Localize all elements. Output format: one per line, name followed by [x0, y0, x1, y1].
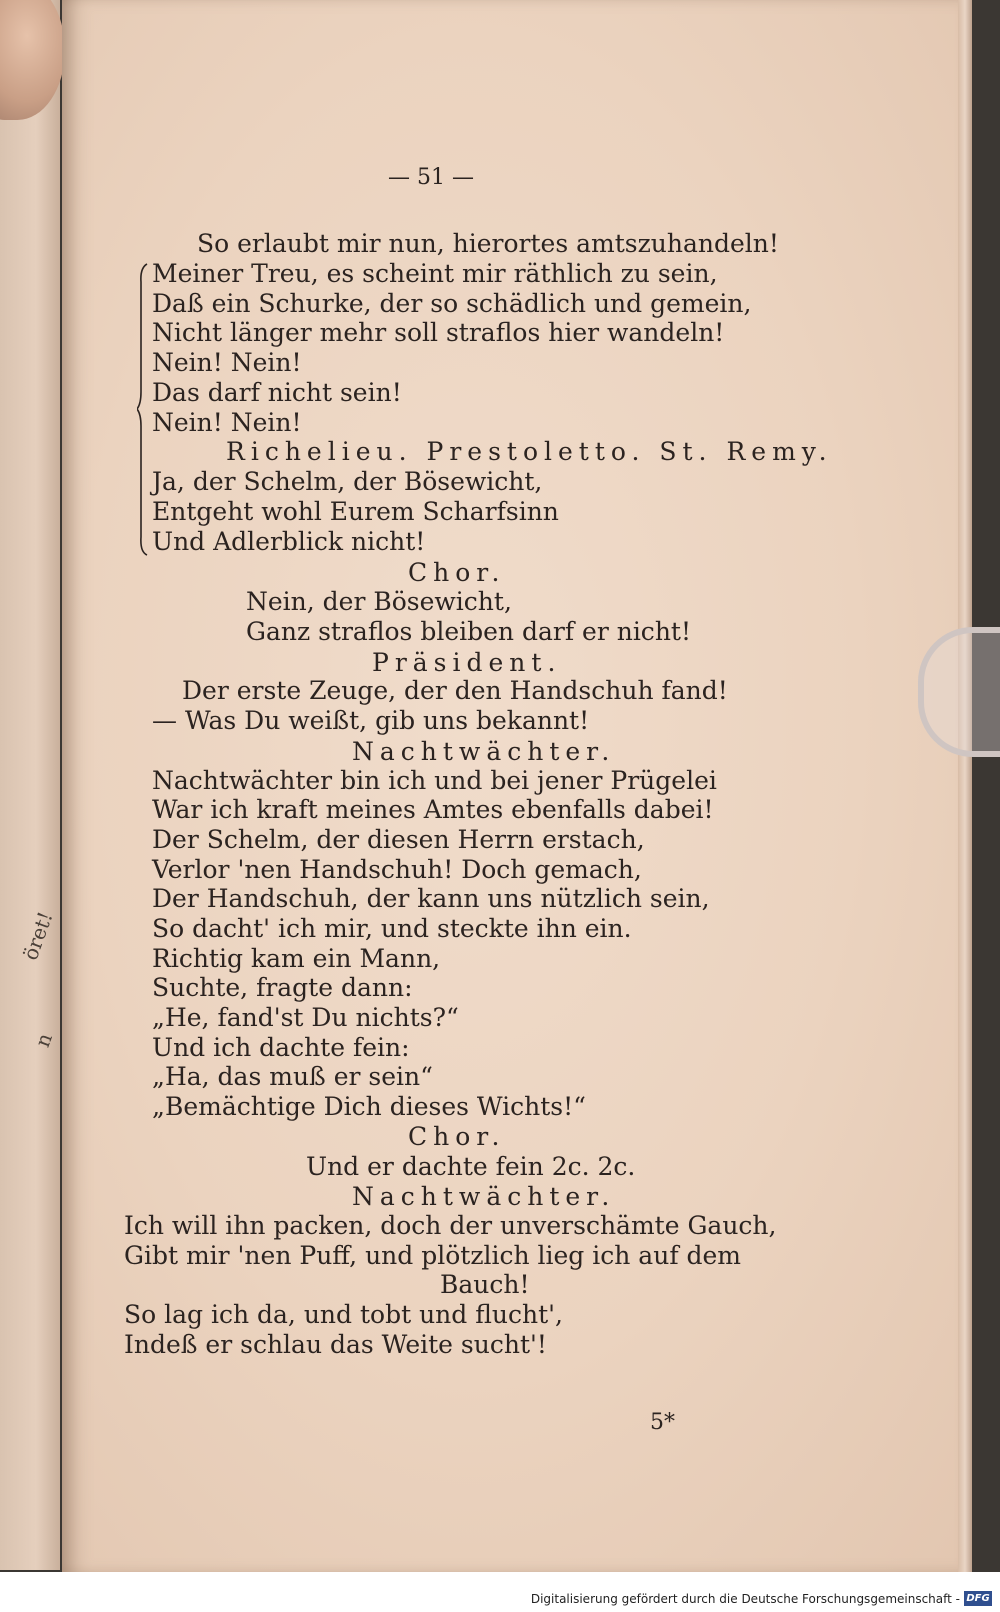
- text-line: Verlor 'nen Handschuh! Doch gemach,: [152, 855, 642, 884]
- text-line: Gibt mir 'nen Puff, und plötzlich lieg ich auf dem: [124, 1241, 742, 1270]
- text-line: Nicht länger mehr soll straflos hier wandeln!: [152, 318, 725, 347]
- text-line: Nachtwächter bin ich und bei jener Prügelei: [152, 766, 717, 795]
- text-line: So lag ich da, und tobt und flucht',: [124, 1300, 563, 1329]
- text-line: Nein! Nein!: [152, 408, 302, 437]
- prev-page-fragment: n: [30, 1029, 57, 1051]
- text-line: Ganz straflos bleiben darf er nicht!: [246, 617, 692, 646]
- page-number: — 51 —: [388, 165, 474, 190]
- speaker-heading: Nachtwächter.: [352, 1182, 616, 1211]
- text-line: Ich will ihn packen, doch der unverschämte Gauch,: [124, 1211, 777, 1240]
- previous-page-edge: [0, 0, 60, 1570]
- text-line: Bauch!: [440, 1270, 530, 1299]
- signature-mark: 5*: [650, 1410, 675, 1435]
- page-edge: [958, 0, 972, 1572]
- dfg-logo: DFG: [964, 1591, 992, 1606]
- text-line: Meiner Treu, es scheint mir räthlich zu sein,: [152, 259, 718, 288]
- text-line: Und ich dachte fein:: [152, 1033, 410, 1062]
- text-line: Nein, der Bösewicht,: [246, 587, 512, 616]
- text-line: Daß ein Schurke, der so schädlich und gemein,: [152, 289, 752, 318]
- speaker-heading: Chor.: [408, 558, 506, 587]
- text-line: Das darf nicht sein!: [152, 378, 402, 407]
- paper-clip: [918, 627, 1000, 757]
- text-line: „He, fand'st Du nichts?“: [152, 1003, 459, 1032]
- speaker-heading: Nachtwächter.: [352, 737, 616, 766]
- text-line: — Was Du weißt, gib uns bekannt!: [152, 706, 590, 735]
- speaker-heading: Präsident.: [372, 648, 562, 677]
- text-line: „Ha, das muß er sein“: [152, 1062, 433, 1091]
- text-line: Richtig kam ein Mann,: [152, 944, 441, 973]
- text-line: Indeß er schlau das Weite sucht'!: [124, 1330, 547, 1359]
- text-line: Der Schelm, der diesen Herrn erstach,: [152, 825, 645, 854]
- text-line: Der Handschuh, der kann uns nützlich sein,: [152, 884, 710, 913]
- text-line: War ich kraft meines Amtes ebenfalls dabei!: [152, 795, 714, 824]
- footer-credit: Digitalisierung gefördert durch die Deutsche Forschungsgemeinschaft -: [530, 1592, 960, 1606]
- text-line: Und er dachte fein 2c. 2c.: [306, 1152, 636, 1181]
- prev-page-fragment: öret!: [18, 908, 58, 964]
- text-line: Suchte, fragte dann:: [152, 973, 413, 1002]
- text-line: Der erste Zeuge, der den Handschuh fand!: [182, 676, 728, 705]
- text-line: Entgeht wohl Eurem Scharfsinn: [152, 497, 559, 526]
- speaker-heading: Chor.: [408, 1122, 506, 1151]
- text-line: Und Adlerblick nicht!: [152, 527, 426, 556]
- text-line: Nein! Nein!: [152, 348, 302, 377]
- text-line: So erlaubt mir nun, hierortes amtszuhandeln!: [197, 229, 779, 258]
- text-line: „Bemächtige Dich dieses Wichts!“: [152, 1092, 586, 1121]
- text-line: So dacht' ich mir, und steckte ihn ein.: [152, 914, 632, 943]
- speaker-bracket: [137, 262, 149, 557]
- text-line: Ja, der Schelm, der Bösewicht,: [152, 467, 543, 496]
- speaker-heading: Richelieu. Prestoletto. St. Remy.: [226, 437, 833, 466]
